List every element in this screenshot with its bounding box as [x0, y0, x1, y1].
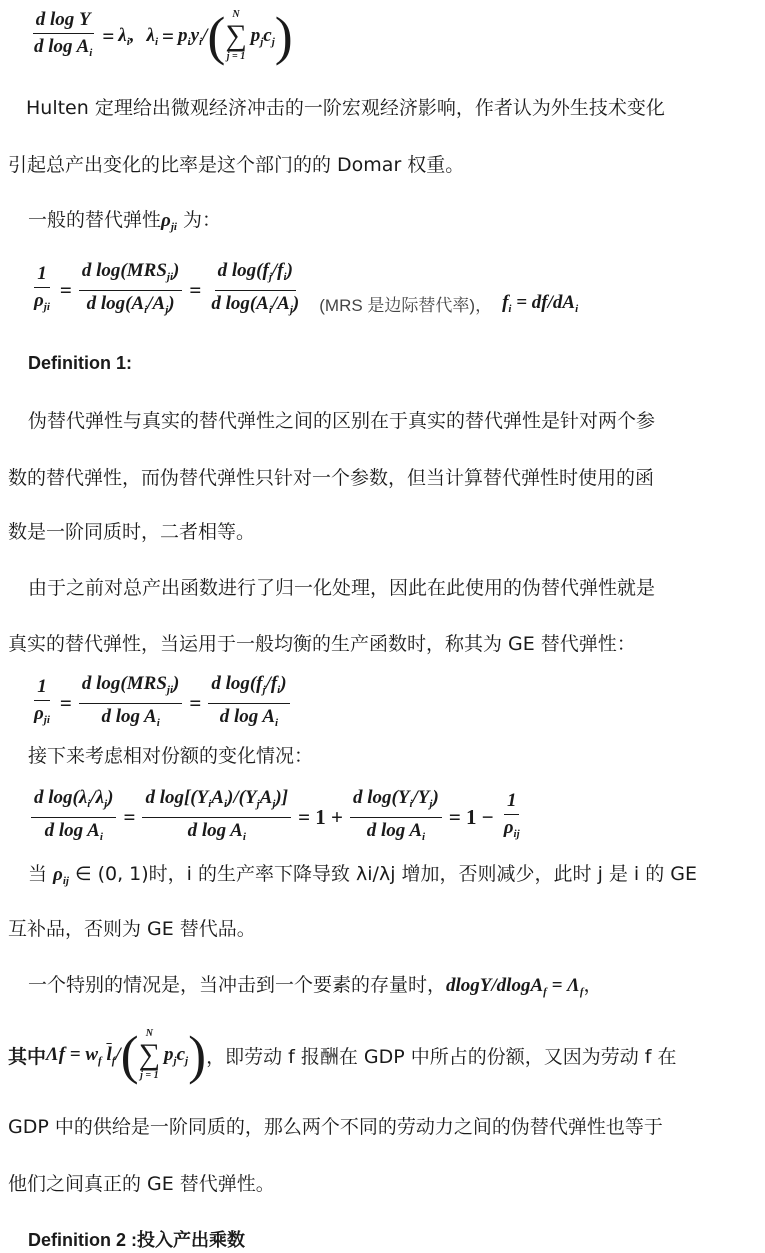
paragraph-line: 引起总产出变化的比率是这个部门的的 Domar 权重。 [8, 154, 465, 176]
paragraph-line: 真实的替代弹性，当运用于一般均衡的生产函数时，称其为 GE 替代弹性： [8, 633, 636, 655]
paragraph-line: 一般的替代弹性$\rho_{ji}$ 为： [28, 209, 221, 233]
paragraph-line: Hulten 定理给出微观经济冲击的一阶宏观经济影响，作者认为外生技术变化 [26, 97, 665, 119]
equation-relative-shares: $\frac{d \log(\lambda_i/\lambda_j)}{d \log A_i}$ = $\frac{d \log[(\Upsilon_iA_i)/(\Upsilon_jA_j)]}{d \log A_i}$ = 1 + $\frac{d \log(\Upsilon_i/\Upsilon_j)}{d \log A_i}$ = 1 − $\frac{1}{\rho_{ij}}$ [28, 788, 526, 846]
equation-ge-elasticity: $\frac{1}{\rho_{ji}}$ = $\frac{d \log(MRS_{ji})}{d \log A_i}$ = $\frac{d \log(f_j/f_i)}{d \log A_i}$ [28, 674, 293, 732]
paragraph-line: 数的替代弹性，而伪替代弹性只针对一个参数，但当计算替代弹性时使用的函 [8, 467, 655, 489]
fraction: $\frac{\text{d log Υ}}{d \log A_i}$ [34, 8, 93, 59]
paragraph-line: GDP 中的供给是一阶同质的，那么两个不同的劳动力之间的伪替代弹性也等于 [8, 1116, 663, 1138]
definition-heading: Definition 1: [28, 353, 132, 373]
equation-elasticity: $\frac{1}{\rho_{ji}}$ = $\frac{d \log(MRS_{ji})}{d \log(A_i/A_j)}$ = $\frac{d \log(f_j/f_i)}{d \log(A_i/A_j)}$ (MRS 是边际替代率)， $f_i = df/dA_i$ [34, 259, 579, 316]
paragraph-line: 互补品，否则为 GE 替代品。 [8, 918, 256, 940]
equation-domar: $\frac{\text{d log Υ}}{d \log A_i}$ = $\lambda_i$, $\lambda_i$ = $p_iy_i/$ ( N ∑ j = 1 $p_jc_j$ ) [28, 4, 293, 68]
paragraph-line: 接下来考虑相对份额的变化情况： [28, 745, 314, 767]
sum-symbol: N ∑ j = 1 [138, 1028, 161, 1081]
definition-heading: Definition 2 :投入产出乘数 [28, 1230, 245, 1250]
paragraph-line: 当 $\rho_{ij}$ ∈ (0, 1)时，i 的生产率下降导致 λi/λj 增加，否则减少，此时 j 是 i 的 GE [28, 863, 698, 887]
paragraph-line: 数是一阶同质时，二者相等。 [8, 521, 256, 543]
sum-symbol: N ∑ j = 1 [225, 9, 247, 62]
paragraph-line: 他们之间真正的 GE 替代弹性。 [8, 1173, 275, 1195]
paragraph-line: 一个特别的情况是，当冲击到一个要素的存量时，$dlog\Upsilon/dlogA_f = \Lambda_f$， [28, 974, 603, 998]
paragraph-line: 伪替代弹性与真实的替代弹性之间的区别在于真实的替代弹性是针对两个参 [28, 410, 656, 432]
paragraph-line: 由于之前对总产出函数进行了归一化处理，因此在此使用的伪替代弹性就是 [28, 577, 656, 599]
paragraph-line-with-formula: 其中 $\Lambda f = w_f$ $\overline{l}_f/$ ( N ∑ j = 1 $p_jc_j$ ) ，即劳动 f 报酬在 GDP 中所占的份额，又因为劳动 f 在 [8, 1025, 677, 1085]
